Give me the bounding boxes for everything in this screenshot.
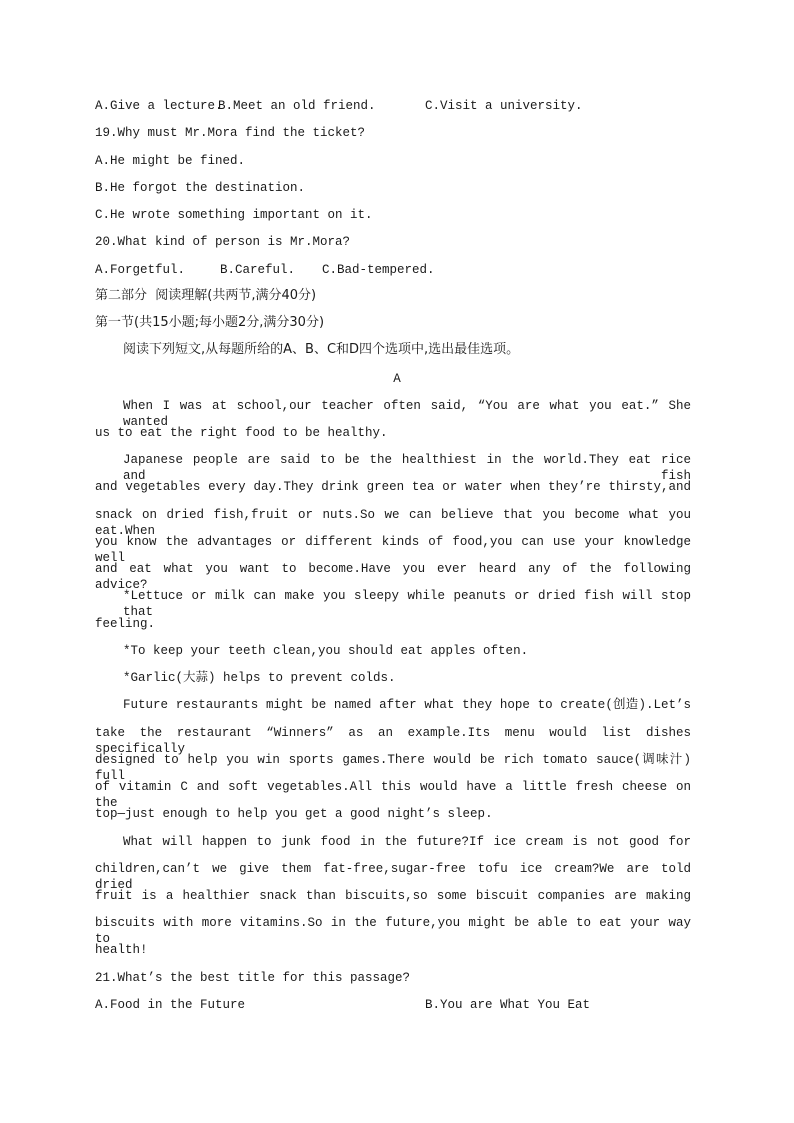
bullet-line: *Lettuce or milk can make you sleepy while peanuts or dried fish will stop that xyxy=(123,589,691,619)
q18-option-c: C.Visit a university. xyxy=(425,99,583,113)
q18-option-b: B.Meet an old friend. xyxy=(218,99,376,113)
section-title: 第一节(共15小题;每小题2分,满分30分) xyxy=(95,315,325,330)
passage-line: designed to help you win sports games.There would be rich tomato sauce(调味汁) full xyxy=(95,753,691,783)
q20-option-b: B.Careful. xyxy=(220,263,296,277)
passage-line: Future restaurants might be named after what they hope to create(创造).Let’s xyxy=(123,698,691,712)
passage-line: take the restaurant “Winners” as an example.Its menu would list dishes specifically xyxy=(95,726,691,756)
passage-line: health! xyxy=(95,943,148,957)
passage-line: Japanese people are said to be the healthiest in the world.They eat rice and fish xyxy=(123,453,691,483)
passage-line: and eat what you want to become.Have you ever heard any of the following advice? xyxy=(95,562,691,592)
q19-stem: 19.Why must Mr.Mora find the ticket? xyxy=(95,126,366,140)
passage-line: of vitamin C and soft vegetables.All this would have a little fresh cheese on the xyxy=(95,780,691,810)
q20-stem: 20.What kind of person is Mr.Mora? xyxy=(95,235,351,249)
passage-line: and vegetables every day.They drink green tea or water when they’re thirsty,and xyxy=(95,480,691,494)
passage-line: us to eat the right food to be healthy. xyxy=(95,426,388,440)
passage-line: snack on dried fish,fruit or nuts.So we can believe that you become what you eat.When xyxy=(95,508,691,538)
q21-option-b: B.You are What You Eat xyxy=(425,998,591,1012)
passage-line: top—just enough to help you get a good night’s sleep. xyxy=(95,807,493,821)
passage-line: children,can’t we give them fat-free,sugar-free tofu ice cream?We are told dried xyxy=(95,862,691,892)
q19-option-a: A.He might be fined. xyxy=(95,154,246,168)
bullet-line: feeling. xyxy=(95,617,156,631)
q21-option-a: A.Food in the Future xyxy=(95,998,246,1012)
passage-line: What will happen to junk food in the future?If ice cream is not good for xyxy=(123,835,691,849)
q21-stem: 21.What’s the best title for this passage? xyxy=(95,971,411,985)
passage-line: biscuits with more vitamins.So in the future,you might be able to eat your way to xyxy=(95,916,691,946)
q19-option-b: B.He forgot the destination. xyxy=(95,181,306,195)
q18-option-a: A.Give a lecture. xyxy=(95,99,223,113)
passage-label: A xyxy=(393,372,401,386)
q20-option-c: C.Bad-tempered. xyxy=(322,263,435,277)
bullet-line: *Garlic(大蒜) helps to prevent colds. xyxy=(123,671,396,685)
passage-line: you know the advantages or different kinds of food,you can use your knowledge well xyxy=(95,535,691,565)
passage-line: When I was at school,our teacher often said, “You are what you eat.” She wanted xyxy=(123,399,691,429)
bullet-line: *To keep your teeth clean,you should eat apples often. xyxy=(123,644,529,658)
part-title: 第二部分 阅读理解(共两节,满分40分) xyxy=(95,288,317,303)
q20-option-a: A.Forgetful. xyxy=(95,263,186,277)
passage-line: fruit is a healthier snack than biscuits,so some biscuit companies are making xyxy=(95,889,691,903)
q19-option-c: C.He wrote something important on it. xyxy=(95,208,373,222)
instruction: 阅读下列短文,从每题所给的A、B、C和D四个选项中,选出最佳选项。 xyxy=(123,342,520,357)
